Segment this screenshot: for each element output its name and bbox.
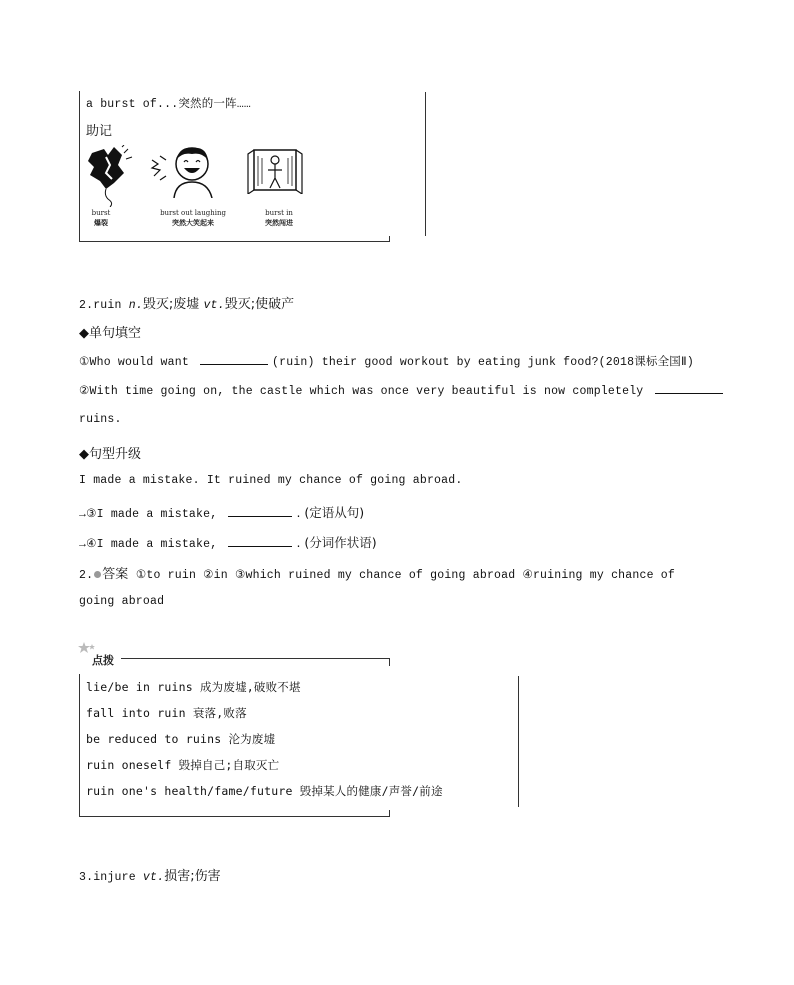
laughing-caption-en: burst out laughing	[160, 209, 226, 217]
box2-border-right	[518, 676, 519, 807]
blank-4[interactable]	[228, 536, 292, 547]
mnemonic-label: 助记	[86, 124, 113, 139]
tip-line-1: lie/be in ruins 成为废墟,破败不堪	[86, 680, 301, 694]
burst-in-caption-cn: 突然闯进	[265, 218, 293, 227]
box1-border-right	[425, 92, 426, 236]
burst-balloon-illustration	[84, 145, 134, 207]
box2-top-tick	[389, 658, 390, 666]
answer-line-1: 2. 答案 ①to ruin ②in ③which ruined my chance of going abroad ④ruining my chance of	[79, 567, 675, 582]
blank-1[interactable]	[200, 354, 268, 365]
section-sentence-upgrade: ◆句型升级	[79, 447, 141, 462]
original-sentence: I made a mistake. It ruined my chance of going abroad.	[79, 474, 463, 487]
burst-in-door-illustration	[246, 146, 304, 194]
box2-border-bottom	[79, 816, 390, 817]
section-fill-in: ◆单句填空	[79, 326, 141, 341]
question-2: ②With time going on, the castle which was once very beautiful is now completely	[79, 383, 727, 398]
laughing-caption-cn: 突然大笑起来	[172, 218, 214, 227]
question-2-continued: ruins.	[79, 413, 122, 426]
box2-border-left	[79, 674, 80, 816]
box2-top-line	[121, 658, 389, 659]
burst-caption-cn: 爆裂	[94, 218, 108, 227]
item3-heading: 3.injure vt.损害;伤害	[79, 869, 221, 884]
box2-bottom-tick	[389, 810, 390, 817]
tip-line-3: be reduced to ruins 沦为废墟	[86, 732, 276, 746]
question-4: →④I made a mistake, . (分词作状语)	[79, 535, 377, 551]
burst-caption-en: burst	[91, 209, 111, 217]
laughing-face-illustration	[150, 142, 222, 198]
question-3: →③I made a mistake, . (定语从句)	[79, 505, 365, 521]
blank-2[interactable]	[655, 383, 723, 394]
blank-3[interactable]	[228, 506, 292, 517]
item2-heading: 2.ruin n.毁灭;废墟 vt.毁灭;使破产	[79, 297, 295, 312]
answer-icon	[94, 571, 101, 578]
tip-line-4: ruin oneself 毁掉自己;自取灭亡	[86, 758, 280, 772]
tip-label: 点拨	[92, 654, 114, 667]
question-1: ①Who would want (ruin) their good workout by eating junk food?(2018课标全国Ⅱ)	[79, 356, 694, 369]
box1-border-bottom	[79, 241, 390, 242]
burst-phrase: a burst of...突然的一阵……	[86, 98, 252, 111]
tip-line-5: ruin one's health/fame/future 毁掉某人的健康/声誉/前途	[86, 784, 443, 798]
answer-line-2: going abroad	[79, 595, 165, 608]
tip-line-2: fall into ruin 衰落,败落	[86, 706, 247, 720]
burst-in-caption-en: burst in	[265, 209, 293, 217]
box1-border-tick	[389, 236, 390, 242]
